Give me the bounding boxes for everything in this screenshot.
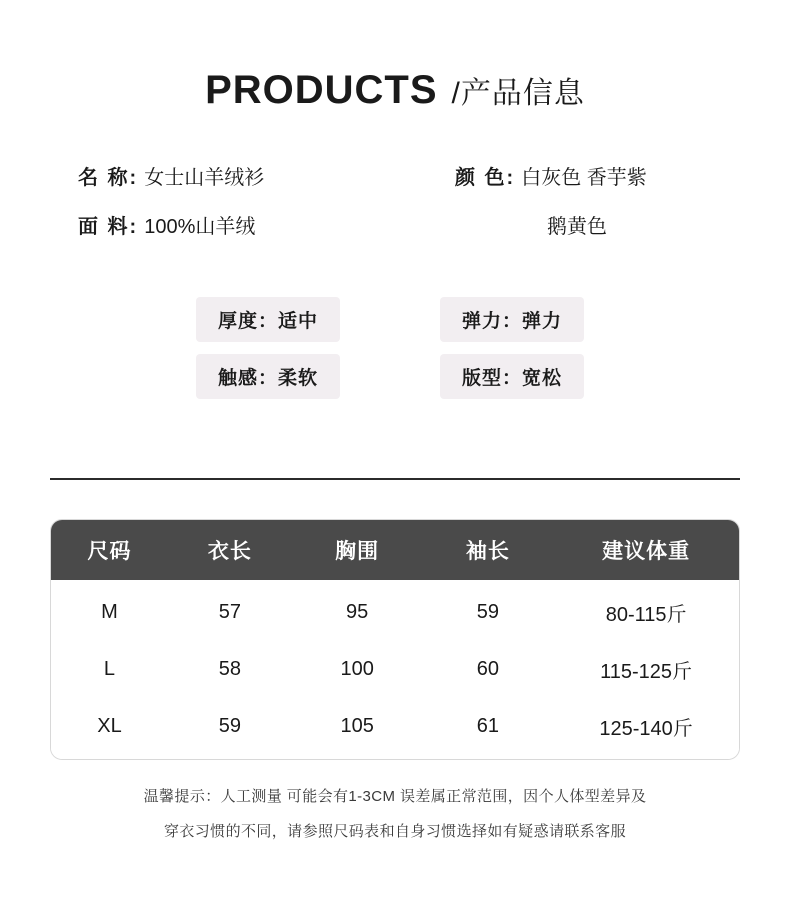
- spec-value-color: 白灰色 香芋紫: [521, 167, 647, 189]
- spec-label-color: 颜 色:: [455, 167, 516, 189]
- tag-thickness: 厚度：适中: [196, 297, 340, 342]
- tag-elasticity: 弹力：弹力: [440, 297, 584, 342]
- column-header-size: 尺码: [51, 520, 168, 580]
- table-row: [51, 698, 739, 759]
- size-table-body: [51, 580, 739, 759]
- table-row: [51, 580, 739, 641]
- spec-label-name: 名 称:: [78, 167, 139, 189]
- column-header-bust: 胸围: [292, 520, 423, 580]
- size-table: [51, 520, 739, 759]
- tag-fit: 版型：宽松: [440, 354, 584, 399]
- measurement-note: [0, 780, 790, 849]
- cell-weight: 115-125斤: [553, 641, 739, 698]
- cell-size: L: [51, 641, 168, 698]
- title-main: PRODUCTS: [205, 68, 438, 112]
- cell-sleeve: 60: [423, 641, 554, 698]
- cell-sleeve: 59: [423, 580, 554, 641]
- cell-bust: 95: [292, 580, 423, 641]
- cell-length: 58: [168, 641, 292, 698]
- cell-bust: 105: [292, 698, 423, 759]
- cell-length: 57: [168, 580, 292, 641]
- note-line-2: 穿衣习惯的不同，请参照尺码表和自身习惯选择如有疑惑请联系客服: [163, 822, 626, 840]
- spec-row-material: [78, 210, 438, 239]
- tag-touch: 触感：柔软: [196, 354, 340, 399]
- table-row: [51, 641, 739, 698]
- column-header-weight: 建议体重: [553, 520, 739, 580]
- spec-section: [0, 161, 790, 273]
- spec-value-color-extra: 鹅黄色: [547, 216, 607, 238]
- spec-value-material: 100%山羊绒: [144, 216, 256, 238]
- size-table-head: [51, 520, 739, 580]
- size-table-container: [50, 519, 740, 760]
- cell-size: XL: [51, 698, 168, 759]
- cell-weight: 80-115斤: [553, 580, 739, 641]
- spec-value-name: 女士山羊绒衫: [144, 167, 265, 189]
- page-title: [0, 0, 790, 113]
- column-header-sleeve: 袖长: [423, 520, 554, 580]
- cell-weight: 125-140斤: [553, 698, 739, 759]
- spec-column-right: [455, 161, 755, 259]
- title-sub: /产品信息: [451, 77, 585, 110]
- section-divider: [50, 478, 740, 480]
- cell-bust: 100: [292, 641, 423, 698]
- spec-row-color: [455, 161, 755, 190]
- cell-size: M: [51, 580, 168, 641]
- note-line-1: 温馨提示：人工测量 可能会有1-3CM 误差属正常范围，因个人体型差异及: [143, 788, 647, 805]
- spec-row-color-extra: [455, 210, 755, 239]
- spec-row-name: [78, 161, 438, 190]
- cell-length: 59: [168, 698, 292, 759]
- cell-sleeve: 61: [423, 698, 554, 759]
- spec-label-material: 面 料:: [78, 216, 139, 238]
- column-header-length: 衣长: [168, 520, 292, 580]
- attribute-tags: [0, 297, 790, 405]
- table-header-row: [51, 520, 739, 580]
- spec-column-left: [78, 161, 438, 259]
